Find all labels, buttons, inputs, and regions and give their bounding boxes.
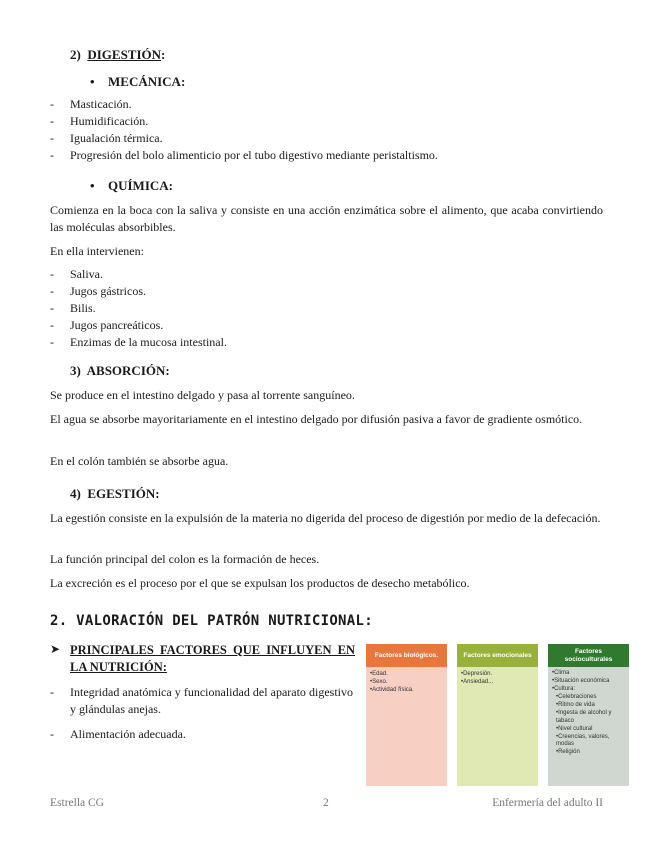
list-item: •Situación económica (552, 678, 610, 684)
heading-egestion (70, 486, 160, 502)
subheading-title: QUÍMICA: (108, 178, 173, 193)
list-item: •Religión (556, 749, 580, 755)
section-title: 2. VALORACIÓN DEL PATRÓN NUTRICIONAL: (50, 613, 373, 629)
paragraph: En el colón también se absorbe agua. (50, 454, 229, 468)
list-item: •Sexo. (370, 679, 388, 685)
list-item: •Ritmo de vida (556, 702, 595, 708)
paragraph: Se produce en el intestino delgado y pasa al torrente sanguíneo. (50, 388, 355, 402)
heading-absorcion (70, 363, 170, 379)
list-item: •Celebraciones (556, 694, 597, 700)
heading-title: DIGESTIÓN (87, 47, 162, 62)
factores-title: PRINCIPALES FACTORES QUE INFLUYEN EN LA NUTRICIÓN: (70, 643, 355, 674)
footer-page-number: 2 (323, 797, 329, 809)
factor-box-socioculturales (548, 644, 629, 786)
factor-box-title: Factores socioculturales (548, 644, 629, 667)
heading-number: 2) (70, 47, 81, 62)
list-item: •Depresión. (461, 671, 493, 677)
list-item: Alimentación adecuada. (70, 727, 186, 741)
subheading-quimica (90, 178, 173, 194)
paragraph: En ella intervienen: (50, 244, 144, 258)
list-item: •Cultura: (552, 686, 576, 692)
list-item: •Creencias, valores, modas (556, 733, 610, 747)
factor-list (457, 667, 538, 687)
subheading-title: MECÁNICA: (108, 74, 186, 89)
heading-colon: : (161, 47, 166, 62)
paragraph: La excreción es el proceso por el que se expulsan los productos de desecho metabólico. (50, 576, 470, 590)
paragraph: La función principal del colon es la formación de heces. (50, 552, 320, 566)
list-item: •Edad. (370, 671, 388, 677)
list-item: •Ingesta de alcohol y tabaco (556, 710, 612, 724)
factor-list (548, 667, 629, 757)
list-item: •Nivel cultural (556, 725, 593, 732)
list-item: •Actividad física. (370, 687, 414, 693)
footer-right: Enfermería del adulto II (492, 797, 603, 809)
heading-title: ABSORCIÓN: (86, 363, 170, 378)
factor-box-emocionales (457, 644, 538, 786)
footer-left: Estrella CG (50, 797, 104, 809)
bullet-icon: • (90, 74, 95, 89)
factor-list (366, 667, 447, 695)
list-item: •Clima (552, 670, 570, 676)
factor-box-title: Factores biológicos. (366, 644, 447, 667)
heading-number: 4) (70, 486, 81, 501)
paragraph: La egestión consiste en la expulsión de la materia no digerida del proceso de digestión por medio de la defecación. (50, 511, 601, 525)
bullet-icon: • (90, 178, 95, 193)
list-item: •Ansiedad... (461, 679, 494, 685)
heading-title: EGESTIÓN: (87, 486, 160, 501)
factores-figure (366, 644, 629, 786)
list-item: Integridad anatómica y funcionalidad del aparato digestivo y glándulas anejas. (70, 685, 353, 716)
heading-number: 3) (70, 363, 81, 378)
factor-box-biologicos (366, 644, 447, 786)
factor-box-title: Factores emocionales (457, 644, 538, 667)
subheading-mecanica (90, 74, 185, 90)
heading-digestion (70, 47, 165, 63)
arrow-icon: ➤ (50, 642, 61, 656)
paragraph: El agua se absorbe mayoritariamente en el intestino delgado por difusión pasiva a favor de gradiente osmótico. (50, 412, 583, 426)
paragraph: Comienza en la boca con la saliva y consiste en una acción enzimática sobre el alimento, que acaba convirtiendo las moléculas absorbibles. (50, 203, 603, 234)
